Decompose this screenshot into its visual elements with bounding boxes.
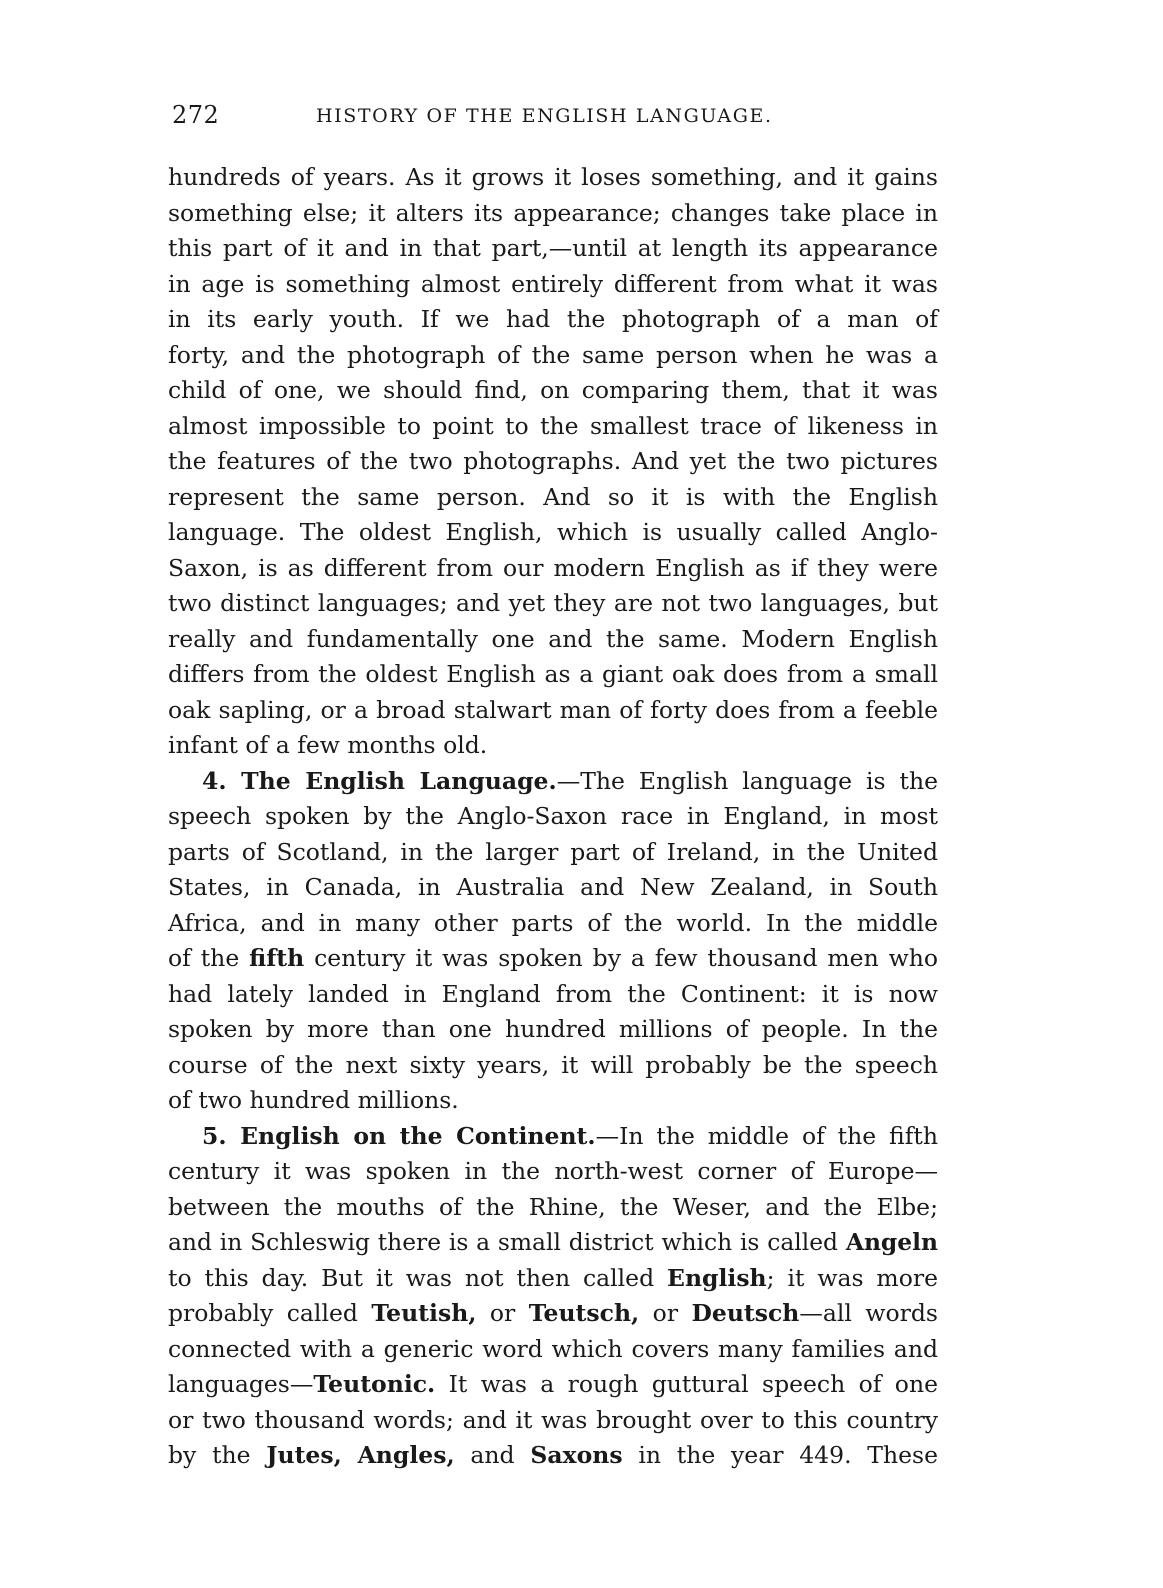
text-line: or two thousand words; and it was brought over to this country	[168, 1405, 938, 1434]
text-run: century it was spoken by a few thousand men who	[304, 944, 938, 972]
text-line: in age is something almost entirely different from what it was	[168, 269, 938, 298]
running-head	[172, 101, 942, 137]
bold-term: Saxons	[530, 1441, 623, 1469]
text-run: and	[454, 1441, 531, 1469]
text-line: had lately landed in England from the Continent: it is now	[168, 979, 938, 1008]
text-line: speech spoken by the Anglo-Saxon race in England, in most	[168, 802, 938, 830]
text-line	[168, 1261, 938, 1297]
text-run: or	[476, 1299, 529, 1327]
bold-term: Deutsch	[691, 1299, 800, 1327]
text-line: Saxon, is as different from our modern English as if they were	[168, 553, 938, 582]
text-line: something else; it alters its appearance; changes take place in	[168, 198, 938, 227]
text-run: of the	[168, 944, 250, 972]
text-line: Africa, and in many other parts of the world. In the middle	[168, 908, 938, 937]
text-run: in the year 449. These	[622, 1441, 938, 1469]
text-run: and in Schleswig there is a small district which is called	[168, 1228, 846, 1256]
text-line: two distinct languages; and yet they are not two languages, but	[168, 589, 938, 617]
bold-term: Teutsch,	[528, 1299, 640, 1327]
text-run: —The English language is the	[556, 766, 938, 795]
text-run: or	[639, 1299, 692, 1327]
text-line: connected with a generic word which covers many families and	[168, 1334, 938, 1363]
text-run: languages—	[168, 1370, 314, 1398]
text-line: course of the next sixty years, it will probably be the speech	[168, 1050, 938, 1079]
text-line: parts of Scotland, in the larger part of Ireland, in the United	[168, 837, 938, 866]
text-line	[168, 1438, 938, 1474]
text-run: —all words	[799, 1299, 938, 1327]
text-run: It was a rough guttural speech of one	[435, 1370, 938, 1398]
text-line: the features of the two photographs. And yet the two pictures	[168, 447, 938, 475]
text-line: this part of it and in that part,—until at length its appearance	[168, 234, 938, 262]
bold-term: Teutish,	[371, 1299, 477, 1327]
text-line: in its early youth. If we had the photograph of a man of	[168, 305, 938, 333]
text-run: to this day. But it was not then called	[168, 1263, 668, 1292]
text-run: —In the middle of the fifth	[595, 1121, 938, 1150]
text-line: oak sapling, or a broad stalwart man of forty does from a feeble	[168, 695, 938, 724]
text-line	[168, 1296, 938, 1332]
text-line: of two hundred millions.	[168, 1086, 459, 1114]
text-line: infant of a few months old.	[168, 731, 488, 759]
bold-term: English	[667, 1263, 767, 1292]
text-line	[168, 1367, 938, 1403]
text-line	[168, 1225, 938, 1261]
text-line: language. The oldest English, which is usually called Anglo-	[168, 518, 938, 546]
text-line: hundreds of years. As it grows it loses something, and it gains	[168, 163, 938, 191]
section-4-heading: 4. The English Language.	[202, 766, 557, 795]
text-line: almost impossible to point to the smallest trace of likeness in	[168, 411, 938, 440]
text-line: spoken by more than one hundred millions of people. In the	[168, 1015, 938, 1043]
text-run: by the	[168, 1441, 267, 1469]
bold-term: fifth	[249, 944, 305, 972]
page-number: 272	[172, 101, 220, 129]
text-run: ; it was more	[766, 1263, 938, 1292]
text-line: forty, and the photograph of the same person when he was a	[168, 340, 938, 369]
text-run	[342, 1441, 358, 1469]
text-line: between the mouths of the Rhine, the Weser, and the Elbe;	[168, 1192, 938, 1221]
bold-term: Jutes,	[266, 1441, 342, 1469]
section-5-first-line	[168, 1119, 938, 1155]
bold-term: Angles,	[357, 1441, 455, 1469]
text-line: represent the same person. And so it is with the English	[168, 482, 938, 511]
text-line: differs from the oldest English as a giant oak does from a small	[168, 660, 938, 688]
running-title: HISTORY OF THE ENGLISH LANGUAGE.	[316, 105, 773, 127]
section-4-first-line	[168, 764, 938, 800]
section-5-heading: 5. English on the Continent.	[202, 1121, 596, 1150]
text-line: child of one, we should find, on comparing them, that it was	[168, 376, 938, 404]
text-line: States, in Canada, in Australia and New Zealand, in South	[168, 873, 938, 901]
bold-term: Teutonic.	[313, 1370, 436, 1398]
text-run: probably called	[168, 1299, 372, 1327]
text-line: really and fundamentally one and the same. Modern English	[168, 624, 938, 653]
text-line: century it was spoken in the north-west corner of Europe—	[168, 1157, 938, 1185]
body-text	[168, 160, 938, 1474]
text-line	[168, 941, 938, 977]
bold-term: Angeln	[845, 1228, 938, 1256]
